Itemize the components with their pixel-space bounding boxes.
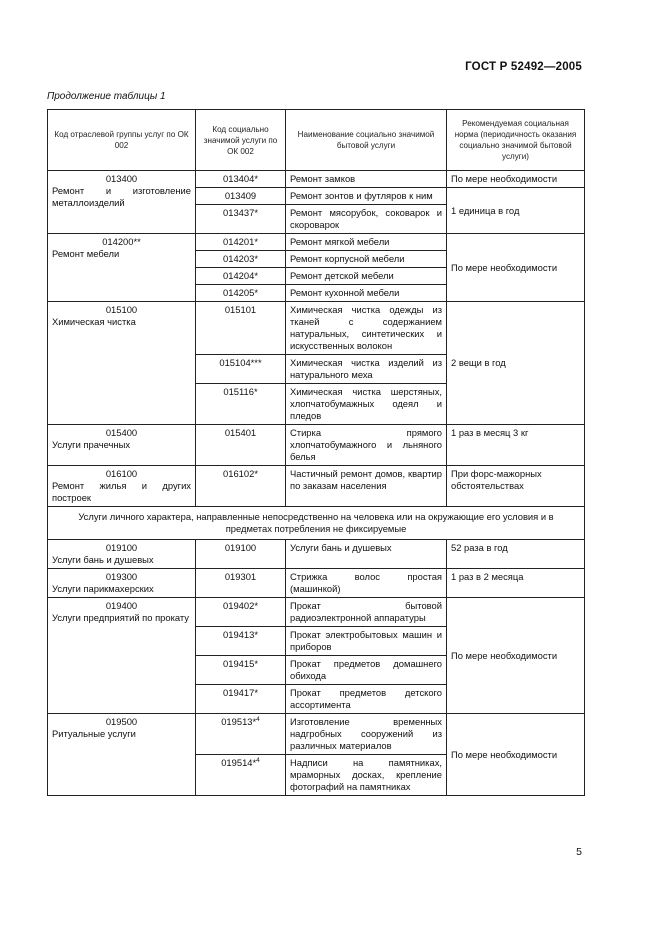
group-code: 013400	[105, 173, 138, 184]
service-code-text: 019513*	[221, 716, 257, 727]
service-norm: 1 единица в год	[447, 188, 585, 234]
footnote-mark: 4	[256, 715, 260, 723]
group-code: 015100	[105, 304, 138, 315]
service-code: 014203*	[196, 251, 286, 268]
service-code: 015101	[196, 302, 286, 355]
service-name: Изготовление временных надгробных сооружений из различных материалов	[286, 714, 447, 755]
group-cell	[48, 598, 196, 714]
col-header-service-name: Наименование социально значимой бытовой услуги	[286, 110, 447, 171]
group-name: Услуги прачечных	[52, 439, 131, 450]
service-name: Ремонт замков	[286, 171, 447, 188]
service-code: 015104***	[196, 355, 286, 384]
service-name: Прокат бытовой радиоэлектронной аппаратуры	[286, 598, 447, 627]
service-name: Прокат предметов детского ассортимента	[286, 685, 447, 714]
group-code: 015400	[105, 427, 138, 438]
service-name: Ремонт корпусной мебели	[286, 251, 447, 268]
service-name: Химическая чистка одежды из тканей с содержанием натуральных, синтетических и искусственных волокон	[286, 302, 447, 355]
section-row	[48, 507, 585, 540]
service-norm: По мере необходимости	[447, 598, 585, 714]
service-code: 013437*	[196, 205, 286, 234]
service-name: Услуги бань и душевых	[286, 540, 447, 569]
table-row	[48, 540, 585, 569]
service-code: 013409	[196, 188, 286, 205]
group-code: 014200**	[102, 236, 141, 247]
service-norm: 52 раза в год	[447, 540, 585, 569]
group-cell	[48, 234, 196, 302]
table-caption: Продолжение таблицы 1	[47, 91, 166, 102]
table-row	[48, 425, 585, 466]
service-name: Стрижка волос простая (машинкой)	[286, 569, 447, 598]
group-name: Услуги парикмахерских	[52, 583, 154, 594]
group-code: 019400	[105, 600, 138, 611]
service-norm: При форс-мажорных обстоятельствах	[447, 466, 585, 507]
service-name: Стирка прямого хлопчатобумажного и льняного белья	[286, 425, 447, 466]
service-name: Химическая чистка шерстяных, хлопчатобумажных одеял и пледов	[286, 384, 447, 425]
table-row	[48, 598, 585, 627]
group-code: 019500	[105, 716, 138, 727]
service-name: Ремонт мягкой мебели	[286, 234, 447, 251]
service-name: Химическая чистка изделий из натурального меха	[286, 355, 447, 384]
group-name: Ремонт мебели	[52, 248, 120, 259]
col-header-social-norm: Рекомендуемая социальная норма (периодичность оказания социально значимой бытовой услуги)	[447, 110, 585, 171]
group-cell	[48, 302, 196, 425]
group-cell	[48, 466, 196, 507]
service-name: Прокат предметов домашнего обихода	[286, 656, 447, 685]
group-cell	[48, 569, 196, 598]
group-name: Ремонт жилья и других построек	[52, 480, 191, 503]
group-name: Услуги предприятий по прокату	[52, 612, 189, 623]
service-code-text: 019514*	[221, 757, 257, 768]
service-name: Надписи на памятниках, мраморных досках, крепление фотографий на памятниках	[286, 755, 447, 796]
standard-designation: ГОСТ Р 52492—2005	[465, 61, 582, 73]
service-name: Частичный ремонт домов, квартир по заказам населения	[286, 466, 447, 507]
service-name: Прокат электробытовых машин и приборов	[286, 627, 447, 656]
service-name: Ремонт зонтов и футляров к ним	[286, 188, 447, 205]
service-name: Ремонт мясорубок, соковарок и скороварок	[286, 205, 447, 234]
service-code: 014201*	[196, 234, 286, 251]
group-code: 019100	[105, 542, 138, 553]
services-table	[47, 109, 585, 796]
table-row	[48, 302, 585, 355]
group-code: 019300	[105, 571, 138, 582]
service-norm: По мере необходимости	[447, 171, 585, 188]
service-code: 016102*	[196, 466, 286, 507]
group-code: 016100	[105, 468, 138, 479]
col-header-group-code: Код отраслевой группы услуг по ОК 002	[48, 110, 196, 171]
service-norm: 1 раз в 2 месяца	[447, 569, 585, 598]
service-code: 013404*	[196, 171, 286, 188]
group-name: Химическая чистка	[52, 316, 136, 327]
table-row	[48, 466, 585, 507]
service-code: 015116*	[196, 384, 286, 425]
service-code	[196, 755, 286, 796]
service-name: Ремонт кухонной мебели	[286, 285, 447, 302]
service-code: 019100	[196, 540, 286, 569]
service-code: 014204*	[196, 268, 286, 285]
service-code: 019301	[196, 569, 286, 598]
service-code: 019415*	[196, 656, 286, 685]
service-code: 019402*	[196, 598, 286, 627]
service-code: 019413*	[196, 627, 286, 656]
page-number: 5	[576, 846, 582, 858]
group-cell	[48, 425, 196, 466]
table-row	[48, 234, 585, 251]
table-header-row	[48, 110, 585, 171]
group-name: Услуги бань и душевых	[52, 554, 154, 565]
table-row	[48, 171, 585, 188]
group-cell	[48, 540, 196, 569]
group-cell	[48, 714, 196, 796]
service-name: Ремонт детской мебели	[286, 268, 447, 285]
service-norm: По мере необходимости	[447, 234, 585, 302]
group-cell	[48, 171, 196, 234]
group-name: Ремонт и изготовление металлоизделий	[52, 185, 191, 208]
table-row	[48, 714, 585, 755]
service-code: 015401	[196, 425, 286, 466]
table-row	[48, 569, 585, 598]
group-name: Ритуальные услуги	[52, 728, 136, 739]
service-code: 014205*	[196, 285, 286, 302]
col-header-service-code: Код социально значимой услуги по ОК 002	[196, 110, 286, 171]
service-norm: 2 вещи в год	[447, 302, 585, 425]
service-norm: По мере необходимости	[447, 714, 585, 796]
service-norm: 1 раз в месяц 3 кг	[447, 425, 585, 466]
footnote-mark: 4	[256, 756, 260, 764]
service-code: 019417*	[196, 685, 286, 714]
section-title: Услуги личного характера, направленные непосредственно на человека или на окружающие его условия и в предметах потребления не фиксируемые	[48, 507, 585, 540]
service-code	[196, 714, 286, 755]
